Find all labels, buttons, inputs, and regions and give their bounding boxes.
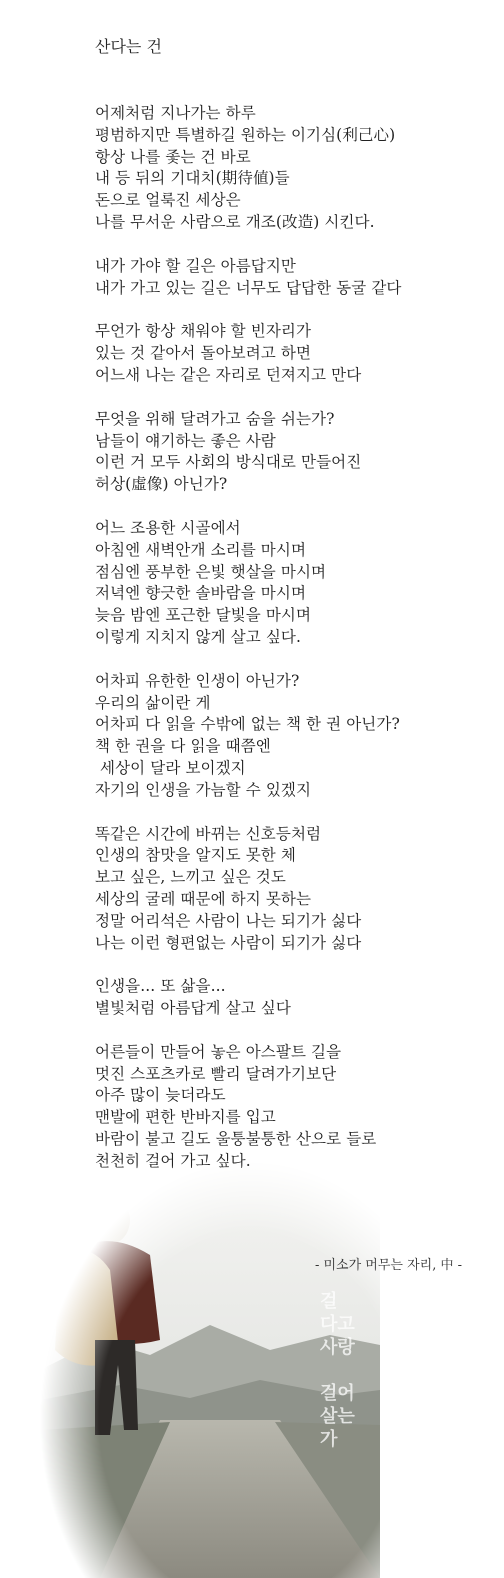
source-credit: - 미소가 머무는 자리, 中 - xyxy=(314,1258,462,1273)
overlay-line: 가 xyxy=(320,1429,338,1450)
poem-line: 자기의 인생을 가늠할 수 있겠지 xyxy=(95,780,312,799)
poem-line: 나는 이런 형편없는 사람이 되기가 싫다 xyxy=(95,933,362,952)
poem-line: 허상(虛像) 아닌가? xyxy=(95,475,228,494)
stanza xyxy=(95,409,495,496)
overlay-line: 걸 xyxy=(320,1291,338,1312)
poem-line: 아주 많이 늦더라도 xyxy=(95,1086,226,1105)
poem-line: 내 등 뒤의 기대치(期待値)들 xyxy=(95,169,290,188)
poem-line: 정말 어리석은 사람이 나는 되기가 싫다 xyxy=(95,911,362,930)
poem-line: 똑같은 시간에 바뀌는 신호등처럼 xyxy=(95,824,322,843)
poem-line: 남들이 얘기하는 좋은 사람 xyxy=(95,431,276,450)
poem-line: 인생의 참맛을 알지도 못한 체 xyxy=(95,846,296,865)
poem-line: 바람이 불고 길도 울퉁불퉁한 산으로 들로 xyxy=(95,1130,377,1149)
poem-line: 어차피 다 읽을 수밖에 없는 책 한 권 아닌가? xyxy=(95,715,400,734)
poem-line: 멋진 스포츠카로 빨리 달려가기보단 xyxy=(95,1064,337,1083)
photo-overlay-text xyxy=(320,1290,355,1451)
stanza xyxy=(95,1042,495,1173)
poem-body xyxy=(95,103,495,1195)
poem-line: 무엇을 위해 달려가고 숨을 쉬는가? xyxy=(95,409,335,428)
poem-line: 무언가 항상 채워야 할 빈자리가 xyxy=(95,322,312,341)
poem-line: 어제처럼 지나가는 하루 xyxy=(95,104,256,122)
poem-line: 내가 가야 할 길은 아름답지만 xyxy=(95,256,296,275)
poem-line: 점심엔 풍부한 은빛 햇살을 마시며 xyxy=(95,562,327,581)
poem-line: 어른들이 만들어 놓은 아스팔트 길을 xyxy=(95,1042,342,1061)
poem-line: 어느 조용한 시골에서 xyxy=(95,518,241,537)
stanza xyxy=(95,671,495,802)
overlay-line: 다고 xyxy=(320,1314,355,1335)
poem-line: 아침엔 새벽안개 소리를 마시며 xyxy=(95,540,307,559)
overlay-line: 살는 xyxy=(320,1406,355,1427)
poem-line: 별빛처럼 아름답게 살고 싶다 xyxy=(95,999,291,1018)
poem-line: 인생을... 또 삶을... xyxy=(95,977,226,996)
stanza xyxy=(95,518,495,649)
poem-line: 맨발에 편한 반바지를 입고 xyxy=(95,1108,276,1127)
poem-line: 내가 가고 있는 길은 너무도 답답한 동굴 같다 xyxy=(95,278,402,297)
poem-line: 어느새 나는 같은 자리로 던져지고 만다 xyxy=(95,365,362,384)
poem-line: 우리의 삶이란 게 xyxy=(95,693,211,712)
poem-line: 어차피 유한한 인생이 아닌가? xyxy=(95,671,300,690)
poem-line: 보고 싶은, 느끼고 싶은 것도 xyxy=(95,868,286,887)
poem-line: 책 한 권을 다 읽을 때쯤엔 xyxy=(95,737,271,756)
stanza xyxy=(95,103,495,234)
poem-line: 나를 무서운 사람으로 개조(改造) 시킨다. xyxy=(95,212,375,231)
poem-line: 있는 것 같아서 돌아보려고 하면 xyxy=(95,344,312,363)
stanza xyxy=(95,321,495,386)
overlay-line xyxy=(320,1359,355,1382)
overlay-line: 사랑 xyxy=(320,1337,355,1358)
poem-line: 평범하지만 특별하길 원하는 이기심(利己心) xyxy=(95,125,396,144)
poem-line: 저녁엔 향긋한 솔바람을 마시며 xyxy=(95,584,307,603)
poem-line: 돈으로 얼룩진 세상은 xyxy=(95,191,241,210)
poem-line: 항상 나를 좇는 건 바로 xyxy=(95,147,251,166)
stanza xyxy=(95,256,495,300)
poem-line: 이런 거 모두 사회의 방식대로 만들어진 xyxy=(95,453,362,472)
stanza xyxy=(95,976,495,1020)
poem-line: 세상이 달라 보이겠지 xyxy=(95,758,246,777)
stanza xyxy=(95,824,495,955)
poem-line: 이렇게 지치지 않게 살고 싶다. xyxy=(95,627,302,646)
overlay-line: 걸어 xyxy=(320,1383,355,1404)
poem-title: 산다는 건 xyxy=(95,37,162,56)
poem-line: 세상의 굴레 때문에 하지 못하는 xyxy=(95,889,312,908)
poem-line: 늦음 밤엔 포근한 달빛을 마시며 xyxy=(95,606,312,625)
